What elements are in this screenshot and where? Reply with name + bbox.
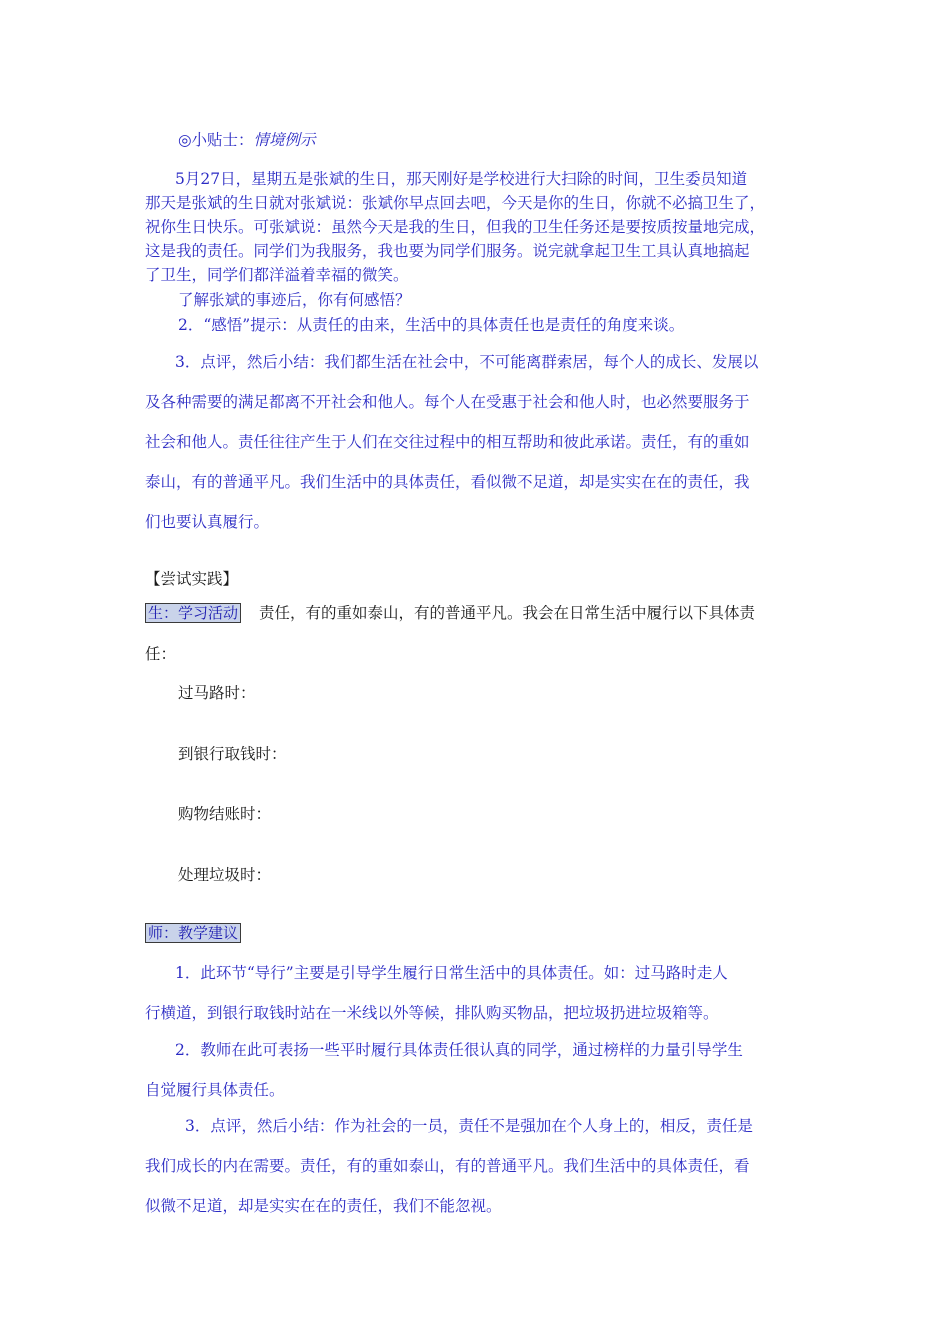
practice-prompt [145,601,810,623]
teacher-line: 3．点评，然后小结：作为社会的一员，责任不是强加在个人身上的，相反，责任是 [185,1117,753,1135]
story-line: 那天是张斌的生日就对张斌说：张斌你早点回去吧，今天是你的生日，你就不必搞卫生了， [145,194,766,212]
practice-heading: 【尝试实践】 [145,570,239,588]
teacher-line: 我们成长的内在需要。责任，有的重如泰山，有的普通平凡。我们生活中的具体责任，看 [145,1157,750,1175]
practice-item: 过马路时： [178,684,256,702]
teacher-line: 行横道，到银行取钱时站在一米线以外等候，排队购买物品，把垃圾扔进垃圾箱等。 [145,1004,719,1022]
teacher-paragraph-3 [145,1106,810,1226]
story-line: 这是我的责任。同学们为我服务，我也要为同学们服务。说完就拿起卫生工具认真地搞起 [145,242,750,260]
tip-heading [178,128,843,150]
practice-item: 处理垃圾时： [178,866,272,884]
tip-title: 情境例示 [253,131,316,149]
teacher-line: 2．教师在此可表扬一些平时履行具体责任很认真的同学，通过榜样的力量引导学生 [175,1041,743,1059]
story-question: 了解张斌的事迹后，你有何感悟？ [178,291,411,309]
teacher-paragraph-1 [145,953,810,1033]
tip-prefix: ◎小贴士： [178,131,254,149]
summary-paragraph-1 [145,342,810,542]
teacher-line: 1．此环节“导行”主要是引导学生履行日常生活中的具体责任。如：过马路时走人 [175,964,728,982]
summary-line: 社会和他人。责任往往产生于人们在交往过程中的相互帮助和彼此承诺。责任，有的重如 [145,433,750,451]
practice-item: 到银行取钱时： [178,745,287,763]
story-line: 了卫生，同学们都洋溢着幸福的微笑。 [145,266,409,284]
practice-prompt-cont: 任： [145,645,177,663]
summary-line: 们也要认真履行。 [145,513,270,531]
story-paragraph [145,167,810,287]
story-line: 5月27日，星期五是张斌的生日，那天刚好是学校进行大扫除的时间，卫生委员知道 [175,170,748,188]
summary-line: 3．点评，然后小结：我们都生活在社会中，不可能离群索居，每个人的成长、发展以 [175,353,759,371]
summary-line: 泰山，有的普通平凡。我们生活中的具体责任，看似微不足道，却是实实在在的责任，我 [145,473,750,491]
practice-item: 购物结账时： [178,805,272,823]
student-activity-tag: 生：学习活动 [145,603,241,623]
teacher-line: 自觉履行具体责任。 [145,1081,285,1099]
teacher-paragraph-2 [145,1030,810,1110]
practice-prompt-text: 责任，有的重如泰山，有的普通平凡。我会在日常生活中履行以下具体责 [259,604,756,622]
summary-line: 及各种需要的满足都离不开社会和他人。每个人在受惠于社会和他人时，也必然要服务于 [145,393,750,411]
story-line: 祝你生日快乐。可张斌说：虽然今天是我的生日，但我的卫生任务还是要按质按量地完成， [145,218,766,236]
teacher-tag-row [145,923,810,943]
teacher-line: 似微不足道，却是实实在在的责任，我们不能忽视。 [145,1197,502,1215]
teacher-suggestion-tag: 师：教学建议 [145,923,241,943]
hint-line: 2．“感悟”提示：从责任的由来，生活中的具体责任也是责任的角度来谈。 [178,316,685,334]
